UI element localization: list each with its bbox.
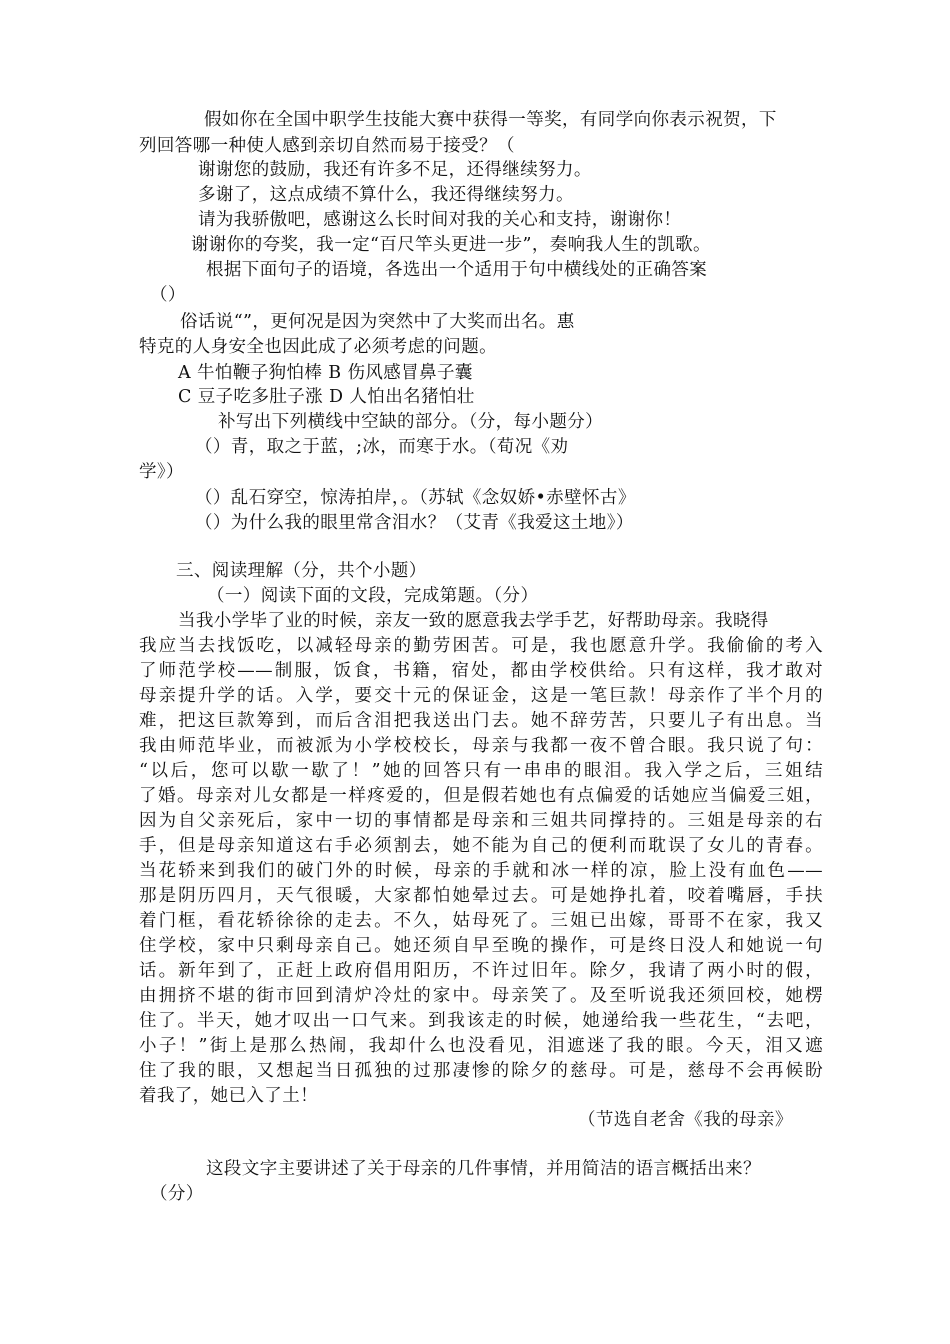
q1-option: 谢谢您的鼓励，我还有许多不足，还得继续努力。 [198,160,592,180]
q2-options-line-1: A 牛怕鞭子狗怕棒 B 伤风感冒鼻子囊 [178,363,473,383]
passage-line: 了婚。母亲对儿女都是一样疼爱的，但是假若她也有点偏爱的话她应当偏爱三姐， [139,786,823,806]
passage-line: 母亲提升学的话。入学，要交十元的保证金，这是一笔巨款！母亲作了半个月的 [139,686,823,706]
passage-line: 住了。半天，她才叹出一口气来。到我该走的时候，她递给我一些花生，“去吧， [139,1011,823,1031]
passage-line: 着我了，她已入了土！ [139,1086,318,1106]
section-heading: 三、阅读理解（分，共个小题） [176,561,427,581]
passage-line: 住学校，家中只剩母亲自己。她还须自早至晚的操作，可是终日没人和她说一句 [139,936,823,956]
passage-line: 小子！”街上是那么热闹，我却什么也没看见，泪遮迷了我的眼。今天，泪又遮 [139,1036,823,1056]
passage-line: 当我小学毕了业的时候，亲友一致的愿意我去学手艺，好帮助母亲。我晓得 [178,611,769,631]
q3-item-1-line-2: 学》） [139,462,184,482]
passage-line: 我由师范毕业，而被派为小学校校长，母亲与我都一夜不曾合眼。我只说了句： [139,736,823,756]
q2-sentence-line-2: 特克的人身安全也因此成了必须考虑的问题。 [139,337,497,357]
reading-question-line-1: 这段文字主要讲述了关于母亲的几件事情，并用简洁的语言概括出来？ [206,1159,761,1179]
passage-line: “以后，您可以歇一歇了！”她的回答只有一串串的眼泪。我入学之后，三姐结 [139,761,823,781]
passage-line: 难，把这巨款筹到，而后含泪把我送出门去。她不辞劳苦，只要儿子有出息。当 [139,711,823,731]
q1-stem-line-2: 列回答哪一种使人感到亲切自然而易于接受？（ [139,136,515,156]
q2-sentence-line-1: 俗话说“”，更何况是因为突然中了大奖而出名。惠 [180,312,575,332]
section-sub-heading: （一）阅读下面的文段，完成第题。（分） [207,586,539,606]
q2-options-line-2: C 豆子吃多肚子涨 D 人怕出名猪怕壮 [178,387,475,407]
reading-question-line-2: （分） [150,1184,204,1204]
q2-instruction: 根据下面句子的语境，各选出一个适用于句中横线处的正确答案 [206,260,708,280]
passage-line: 当花轿来到我们的破门外的时候，母亲的手就和冰一样的凉，脸上没有血色—— [139,861,823,881]
q1-option: 请为我骄傲吧，感谢这么长时间对我的关心和支持，谢谢你！ [198,210,682,230]
passage-line: 了师范学校——制服，饭食，书籍，宿处，都由学校供给。只有这样，我才敢对 [139,661,823,681]
passage-source: （节选自老舍《我的母亲》 [578,1110,793,1130]
passage-line: 那是阴历四月，天气很暖，大家都怕她晕过去。可是她挣扎着，咬着嘴唇，手扶 [139,886,823,906]
q3-instruction: 补写出下列横线中空缺的部分。（分，每小题分） [218,412,604,432]
q3-item-3: （）为什么我的眼里常含泪水？（艾青《我爱这土地》） [195,513,634,533]
q1-stem-line-1: 假如你在全国中职学生技能大赛中获得一等奖，有同学向你表示祝贺，下 [204,110,777,130]
q3-item-2: （）乱石穿空，惊涛拍岸，。（苏轼《念奴娇•赤壁怀古》 [195,488,636,508]
q3-item-1-line-1: （）青，取之于蓝，;冰，而寒于水。（荀况《劝 [195,437,569,457]
passage-line: 手，但是母亲知道这右手必须割去，她不能为自己的便利而耽误了女儿的青春。 [139,836,823,856]
q2-answer-paren: （） [150,285,186,305]
passage-line: 住了我的眼，又想起当日孤独的过那凄惨的除夕的慈母。可是，慈母不会再候盼 [139,1061,823,1081]
passage-line: 着门框，看花轿徐徐的走去。不久，姑母死了。三姐已出嫁，哥哥不在家，我又 [139,911,823,931]
passage-line: 我应当去找饭吃，以减轻母亲的勤劳困苦。可是，我也愿意升学。我偷偷的考入 [139,636,823,656]
passage-line: 因为自父亲死后，家中一切的事情都是母亲和三姐共同撑持的。三姐是母亲的右 [139,811,823,831]
passage-line: 由拥挤不堪的街市回到清炉冷灶的家中。母亲笑了。及至听说我还须回校，她楞 [139,986,823,1006]
q1-option: 多谢了，这点成绩不算什么，我还得继续努力。 [198,185,574,205]
passage-line: 话。新年到了，正赶上政府倡用阳历，不许过旧年。除夕，我请了两小时的假， [139,961,823,981]
q1-option: 谢谢你的夸奖，我一定“百尺竿头更进一步”，奏响我人生的凯歌。 [191,235,711,255]
